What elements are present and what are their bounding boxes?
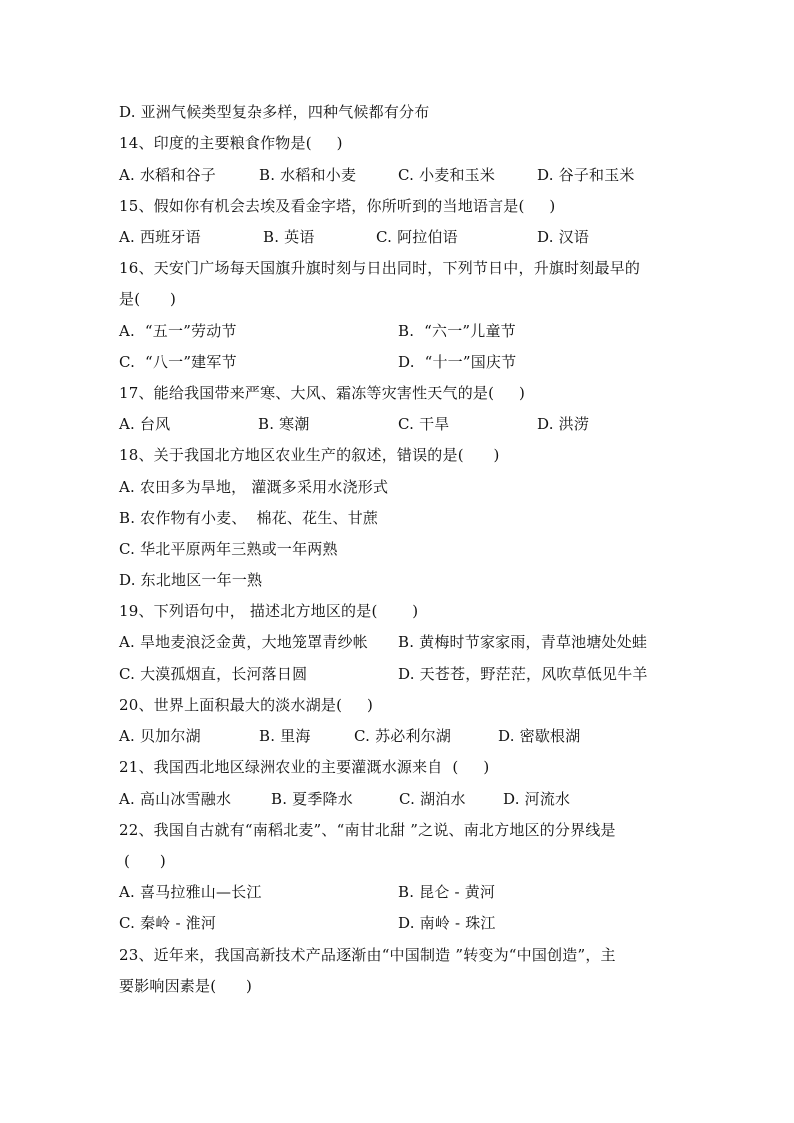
q20-question: 20、世界上面积最大的淡水湖是( )	[119, 696, 374, 714]
q14-option-b: B. 水稻和小麦	[259, 166, 357, 184]
q14-option-d: D. 谷子和玉米	[537, 166, 635, 184]
q17-option-a: A. 台风	[119, 415, 171, 433]
q18-question: 18、关于我国北方地区农业生产的叙述，错误的是( )	[119, 446, 500, 464]
q22-option-c: C. 秦岭 - 淮河	[119, 914, 217, 932]
q18-option-d: D. 东北地区一年一熟	[119, 571, 263, 589]
q23-question-line2: 要影响因素是( )	[119, 977, 253, 995]
q16-option-b: B. “六一”儿童节	[398, 322, 516, 340]
q20-option-b: B. 里海	[259, 727, 311, 745]
q15-option-c: C. 阿拉伯语	[376, 228, 458, 246]
q20-option-a: A. 贝加尔湖	[119, 727, 201, 745]
q22-question-line1: 22、我国自古就有“南稻北麦”、“南甘北甜 ”之说、南北方地区的分界线是	[119, 821, 616, 839]
q21-option-b: B. 夏季降水	[271, 790, 353, 808]
q15-option-b: B. 英语	[263, 228, 315, 246]
q21-question: 21、我国西北地区绿洲农业的主要灌溉水源来自 ( )	[119, 758, 490, 776]
q14-option-c: C. 小麦和玉米	[398, 166, 496, 184]
q19-option-d: D. 天苍苍，野茫茫，风吹草低见牛羊	[398, 665, 648, 683]
q22-option-a: A. 喜马拉雅山—长江	[119, 883, 262, 901]
q21-option-d: D. 河流水	[503, 790, 571, 808]
q20-option-c: C. 苏必利尔湖	[354, 727, 452, 745]
q18-option-a: A. 农田多为旱地， 灌溉多采用水浇形式	[119, 478, 389, 496]
q17-option-b: B. 寒潮	[258, 415, 310, 433]
q19-option-a: A. 旱地麦浪泛金黄，大地笼罩青纱帐	[119, 633, 368, 651]
q17-option-d: D. 洪涝	[537, 415, 590, 433]
q16-option-c: C. “八一”建军节	[119, 353, 237, 371]
q17-option-c: C. 干旱	[398, 415, 450, 433]
q22-option-d: D. 南岭 - 珠江	[398, 914, 496, 932]
q16-option-d: D. “十一”国庆节	[398, 353, 517, 371]
q19-question: 19、下列语句中， 描述北方地区的是( )	[119, 602, 419, 620]
q21-option-a: A. 高山冰雪融水	[119, 790, 232, 808]
q18-option-c: C. 华北平原两年三熟或一年两熟	[119, 540, 338, 558]
q16-question-line2: 是( )	[119, 290, 177, 308]
q17-question: 17、能给我国带来严寒、大风、霜冻等灾害性天气的是( )	[119, 384, 526, 402]
q14-question: 14、印度的主要粮食作物是( )	[119, 134, 343, 152]
q20-option-d: D. 密歇根湖	[498, 727, 581, 745]
q15-question: 15、假如你有机会去埃及看金字塔，你所听到的当地语言是( )	[119, 197, 556, 215]
q22-question-line2: ( )	[119, 852, 166, 870]
q22-option-b: B. 昆仑 - 黄河	[398, 883, 496, 901]
q16-question-line1: 16、天安门广场每天国旗升旗时刻与日出同时，下列节日中，升旗时刻最早的	[119, 259, 641, 277]
q15-option-a: A. 西班牙语	[119, 228, 201, 246]
q16-option-a: A. “五一”劳动节	[119, 322, 237, 340]
q19-option-c: C. 大漠孤烟直，长河落日圆	[119, 665, 308, 683]
q18-option-b: B. 农作物有小麦、 棉花、花生、甘蔗	[119, 509, 379, 527]
q19-option-b: B. 黄梅时节家家雨，青草池塘处处蛙	[398, 633, 648, 651]
q13-option-d: D. 亚洲气候类型复杂多样，四种气候都有分布	[119, 103, 430, 121]
q15-option-d: D. 汉语	[537, 228, 590, 246]
q23-question-line1: 23、近年来，我国高新技术产品逐渐由“中国制造 ”转变为“中国创造”，主	[119, 946, 616, 964]
q14-option-a: A. 水稻和谷子	[119, 166, 216, 184]
q21-option-c: C. 湖泊水	[399, 790, 466, 808]
